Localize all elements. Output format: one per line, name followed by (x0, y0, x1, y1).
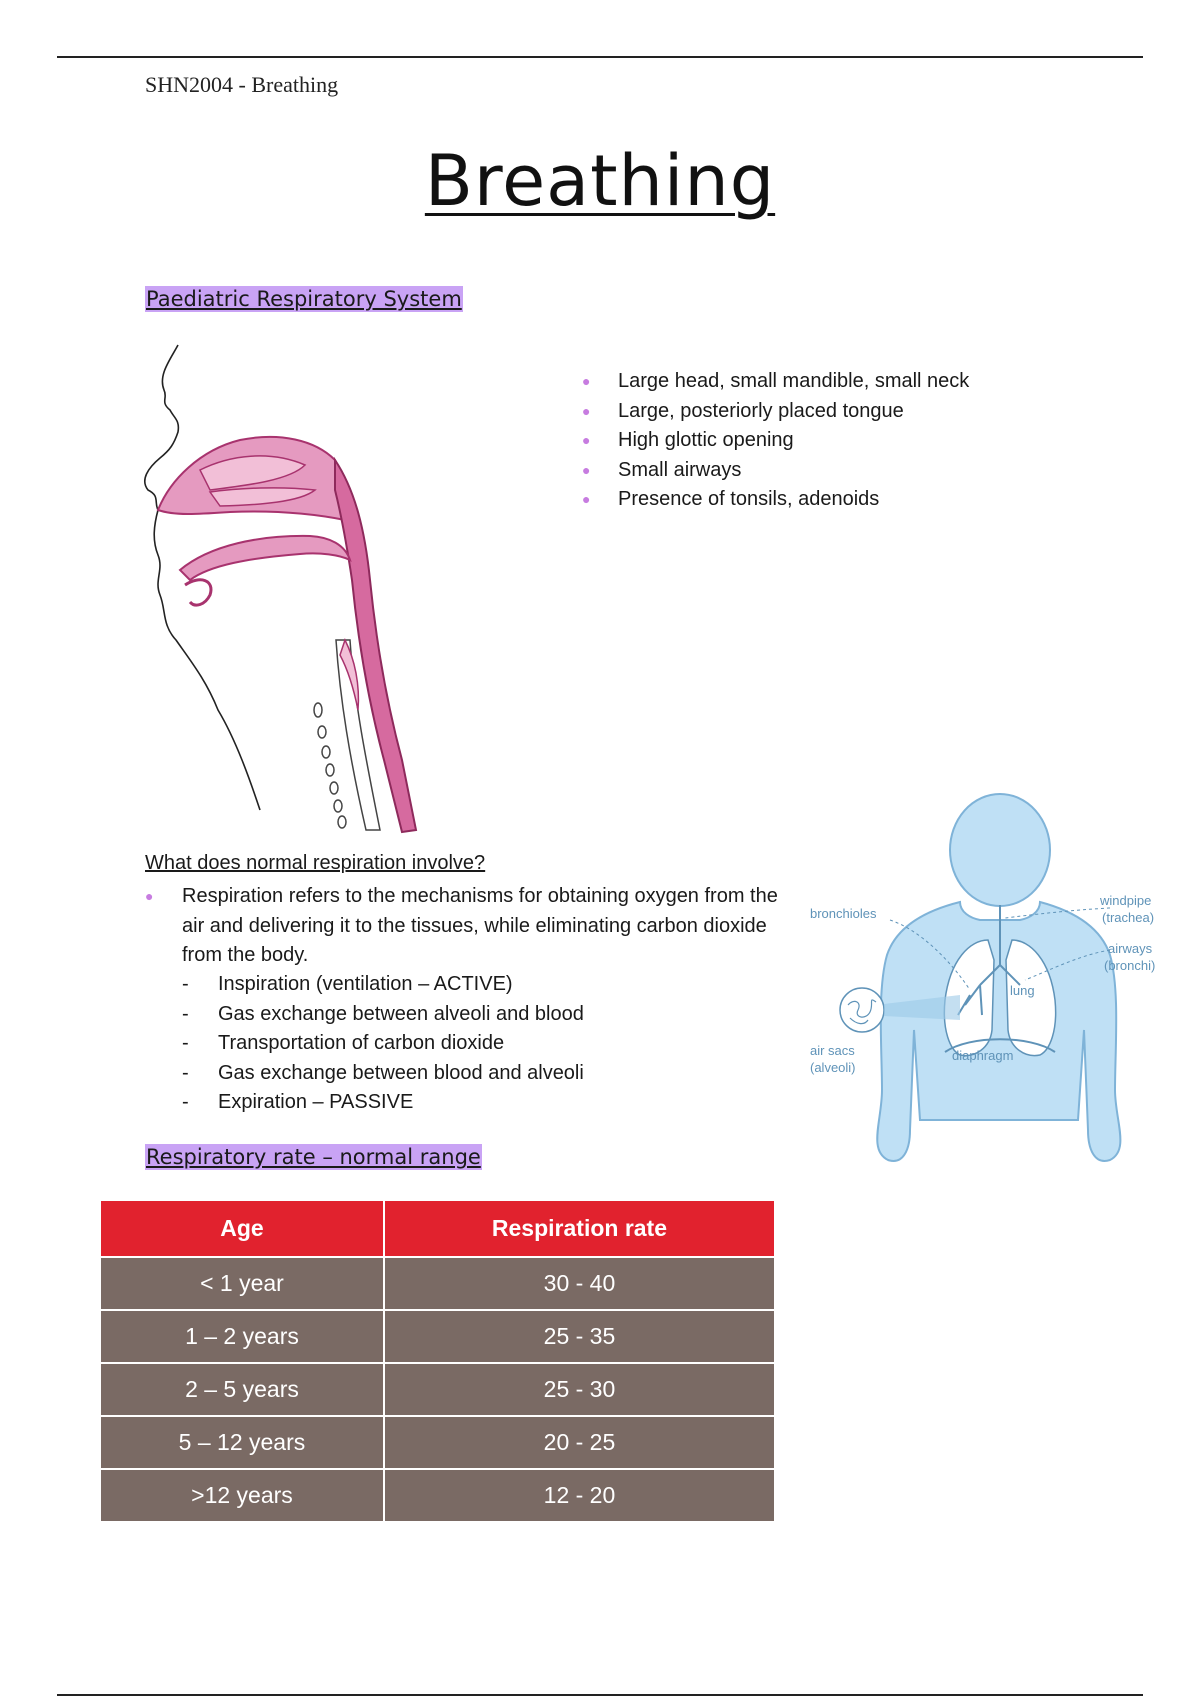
column-header: Age (100, 1200, 384, 1257)
table-row (100, 1257, 775, 1310)
alveoli-magnified (840, 988, 884, 1032)
dash-icon: - (182, 1061, 189, 1084)
bullet-icon: ● (582, 461, 591, 478)
respiration-question: What does normal respiration involve? (145, 852, 486, 874)
list-item (182, 1000, 584, 1030)
airway-diagram (140, 340, 440, 840)
table-cell-age: 5 – 12 years (100, 1416, 384, 1469)
label-lung: lung (1010, 983, 1035, 998)
label-trachea: (trachea) (1102, 910, 1155, 925)
label-bronchi: (bronchi) (1104, 958, 1156, 973)
list-item-text: High glottic opening (618, 429, 794, 451)
page-title (0, 140, 1200, 222)
table-cell-age: >12 years (100, 1469, 384, 1522)
respiration-paragraph-text: Respiration refers to the mechanisms for obtaining oxygen from the air and delivering it to the tissues, while eliminating carbon dioxide from the body. (182, 885, 778, 966)
list-item-text: Transportation of carbon dioxide (218, 1032, 505, 1054)
respiration-steps-list (182, 970, 584, 1118)
lungs-diagram (810, 790, 1180, 1170)
label-windpipe: windpipe (1100, 893, 1152, 908)
dash-icon: - (182, 1032, 189, 1054)
column-header: Respiration rate (384, 1200, 775, 1257)
bullet-icon: ● (582, 432, 591, 448)
list-item (182, 1029, 584, 1059)
page-title-text: Breathing (424, 140, 776, 222)
dash-icon: - (182, 1002, 189, 1025)
label-air-sacs: air sacs (810, 1043, 855, 1058)
face-outline (145, 345, 260, 810)
dash-icon: - (182, 1091, 189, 1113)
dash-icon: - (182, 973, 189, 995)
palate (180, 536, 350, 580)
list-item (182, 1059, 584, 1089)
list-item (580, 456, 969, 486)
list-item-text: Presence of tonsils, adenoids (618, 488, 880, 510)
child-head (950, 794, 1050, 906)
label-alveoli: (alveoli) (810, 1060, 856, 1075)
bullet-icon: ● (582, 491, 591, 507)
list-item (182, 1088, 584, 1118)
tongue (185, 580, 211, 605)
list-item (182, 970, 584, 1000)
list-item-text: Expiration – PASSIVE (218, 1091, 414, 1113)
table-header-row (100, 1200, 775, 1257)
table-row (100, 1310, 775, 1363)
table-cell-rate: 25 - 35 (384, 1310, 775, 1363)
label-airways: airways (1108, 941, 1153, 956)
bullet-icon: ● (145, 888, 154, 904)
paediatric-features-list (580, 367, 969, 515)
table-row (100, 1416, 775, 1469)
list-item-text: Large, posteriorly placed tongue (618, 399, 904, 422)
list-item (580, 397, 969, 427)
list-item-text: Gas exchange between blood and alveoli (218, 1061, 584, 1084)
table-cell-age: 2 – 5 years (100, 1363, 384, 1416)
respiratory-rate-table (99, 1199, 776, 1523)
list-item-text: Gas exchange between alveoli and blood (218, 1002, 584, 1025)
section-heading-respiratory-rate: Respiratory rate – normal range (146, 1145, 481, 1169)
child-body (877, 902, 1120, 1161)
bullet-icon: ● (582, 402, 591, 419)
label-bronchioles: bronchioles (810, 906, 877, 921)
table-cell-rate: 30 - 40 (384, 1257, 775, 1310)
bullet-icon: ● (582, 373, 591, 389)
section-heading-paediatric: Paediatric Respiratory System (146, 287, 462, 311)
table-cell-rate: 25 - 30 (384, 1363, 775, 1416)
table-cell-age: < 1 year (100, 1257, 384, 1310)
list-item-text: Inspiration (ventilation – ACTIVE) (218, 973, 513, 995)
list-item-text: Large head, small mandible, small neck (618, 370, 970, 392)
list-item (580, 426, 969, 456)
list-item (580, 367, 969, 397)
list-item (580, 485, 969, 515)
respiration-paragraph (145, 882, 785, 971)
table-cell-rate: 20 - 25 (384, 1416, 775, 1469)
table-row (100, 1363, 775, 1416)
table-cell-rate: 12 - 20 (384, 1469, 775, 1522)
table-cell-age: 1 – 2 years (100, 1310, 384, 1363)
header-rule (57, 56, 1143, 58)
footer-rule (57, 1694, 1143, 1696)
table-row (100, 1469, 775, 1522)
document-header: SHN2004 - Breathing (145, 72, 339, 97)
list-item-text: Small airways (618, 458, 742, 481)
label-diaphragm: diaphragm (952, 1048, 1014, 1063)
trachea-rings (314, 703, 346, 828)
